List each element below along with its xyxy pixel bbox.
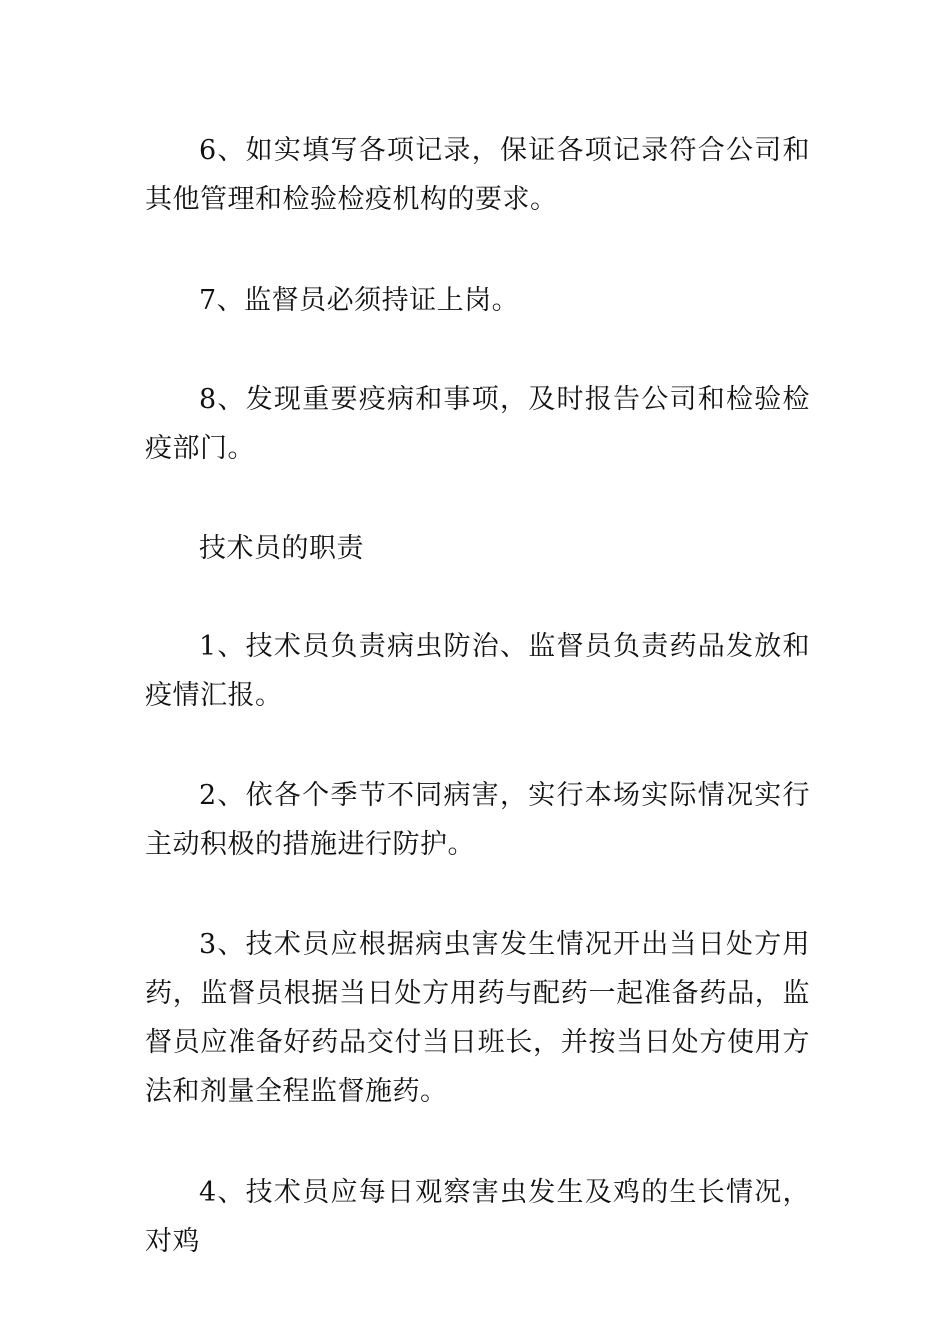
paragraph-item-6: 6、如实填写各项记录，保证各项记录符合公司和其他管理和检验检疫机构的要求。 <box>145 135 810 215</box>
paragraph-item-1: 1、技术员负责病虫防治、监督员负责药品发放和疫情汇报。 <box>145 631 810 711</box>
paragraph-item-8: 8、发现重要疫病和事项，及时报告公司和检验检疫部门。 <box>145 384 810 464</box>
paragraph-item-4: 4、技术员应每日观察害虫发生及鸡的生长情况，对鸡 <box>145 1177 810 1257</box>
paragraph-item-2: 2、依各个季节不同病害，实行本场实际情况实行主动积极的措施进行防护。 <box>145 780 810 860</box>
paragraph-item-7: 7、监督员必须持证上岗。 <box>199 285 520 316</box>
section-heading: 技术员的职责 <box>199 533 364 564</box>
paragraph-item-3: 3、技术员应根据病虫害发生情况开出当日处方用药，监督员根据当日处方用药与配药一起准备药品，监督员应准备好药品交付当日班长，并按当日处方使用方法和剂量全程监督施药。 <box>145 929 810 1107</box>
